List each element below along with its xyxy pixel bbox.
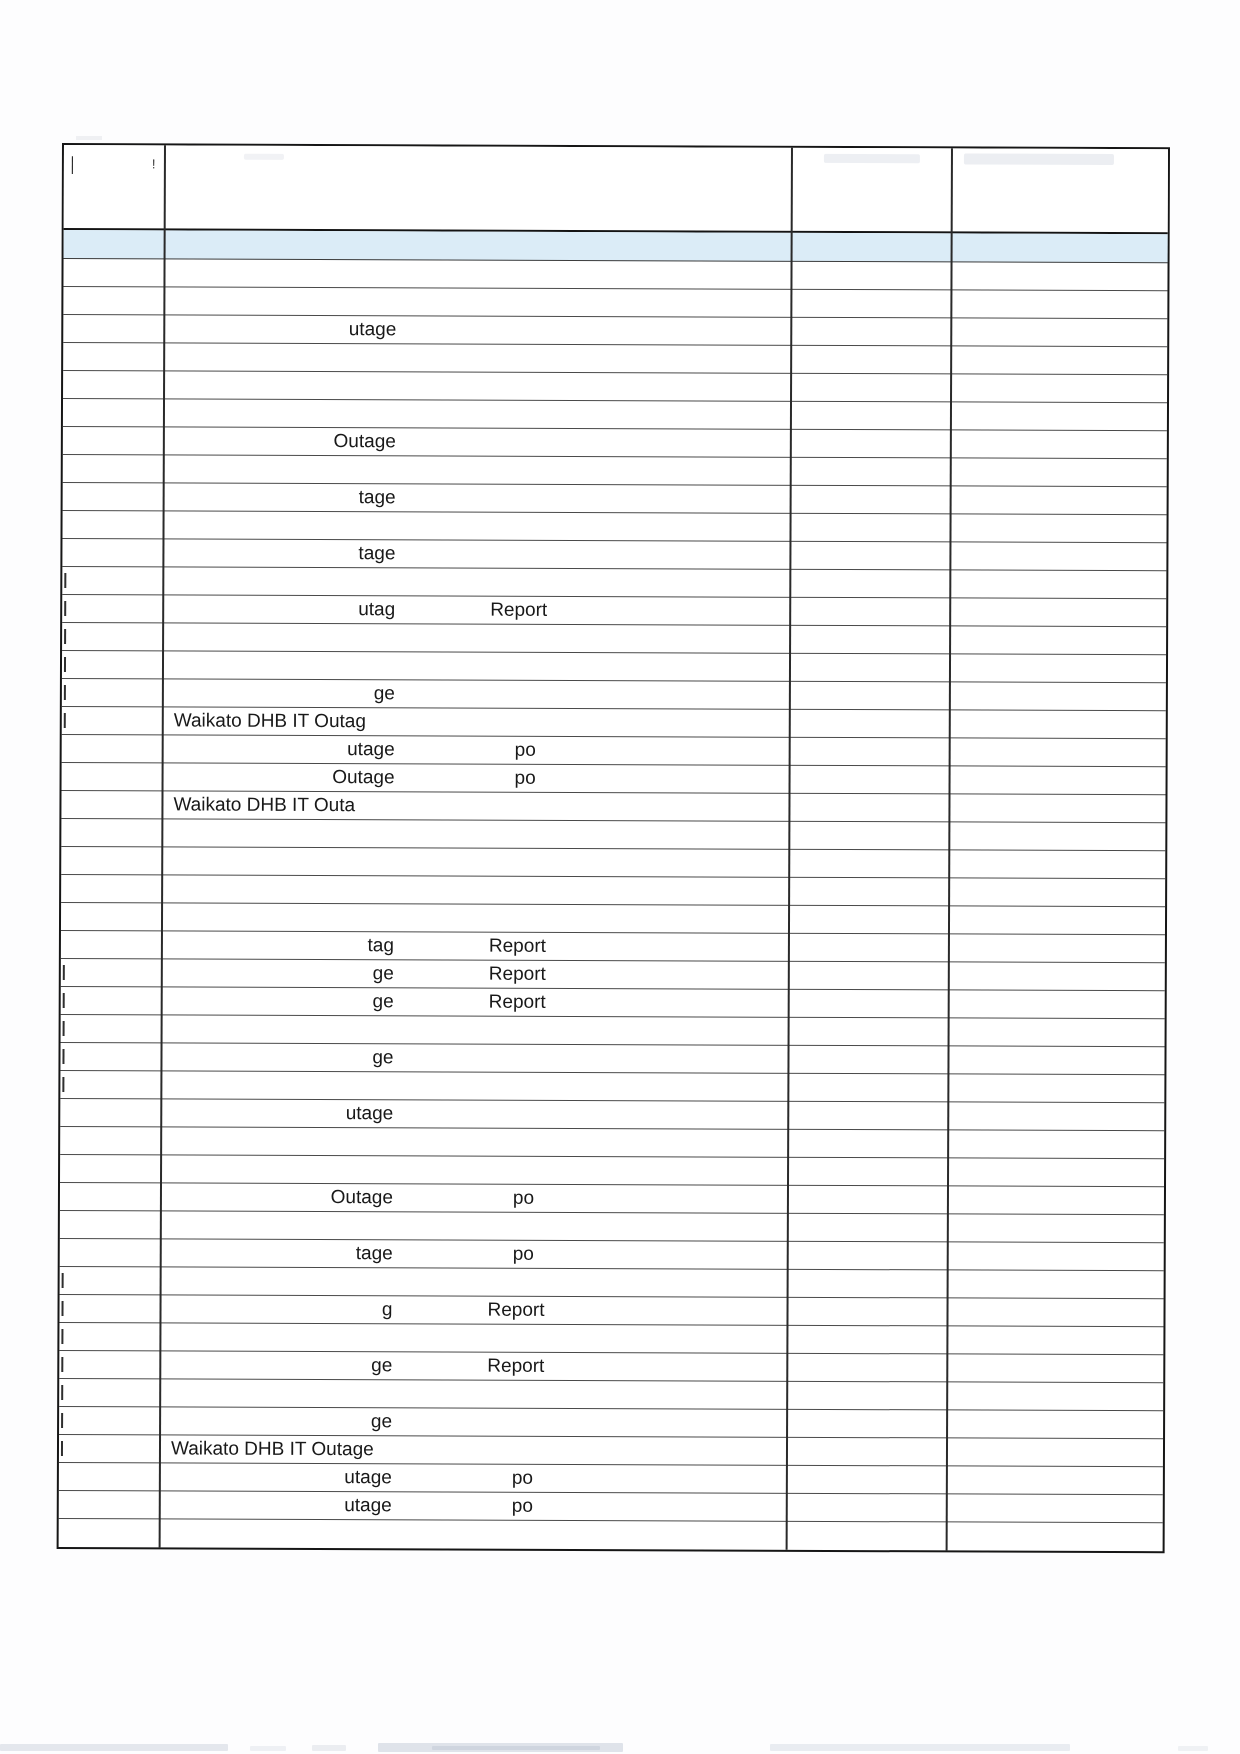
cell-col-a — [62, 511, 163, 538]
cell-col-c — [788, 1130, 948, 1158]
cell-col-c — [787, 1466, 947, 1494]
cell-col-d — [948, 1214, 1164, 1242]
cell-text-fragment: tage — [358, 487, 396, 509]
cell-col-b — [162, 903, 789, 932]
scan-artifact-left-tick — [61, 1385, 63, 1400]
cell-col-c — [787, 1410, 947, 1438]
cell-col-b — [164, 287, 791, 316]
scan-artifact-bottom-strip — [250, 1746, 286, 1751]
scan-artifact-bottom-strip — [312, 1745, 346, 1751]
cell-col-c — [788, 1186, 948, 1214]
cell-col-d — [950, 682, 1166, 710]
table-row — [60, 1099, 1164, 1131]
cell-text-fragment: ge — [370, 1411, 393, 1433]
cell-col-c — [790, 514, 950, 542]
cell-col-d — [951, 374, 1167, 402]
cell-text-fragment: Report — [488, 991, 546, 1013]
cell-col-b — [164, 399, 791, 428]
cell-col-b — [161, 1267, 788, 1296]
cell-col-b — [163, 511, 790, 540]
cell-col-a — [61, 1015, 162, 1042]
cell-col-b — [160, 1351, 787, 1380]
cell-col-b — [160, 1323, 787, 1352]
scan-artifact-smudge — [964, 153, 1114, 165]
cell-col-c — [787, 1522, 947, 1551]
cell-col-a — [63, 371, 164, 398]
cell-col-a — [60, 1071, 161, 1098]
table-row — [62, 707, 1166, 739]
cell-col-c — [790, 598, 950, 626]
cell-col-a — [59, 1379, 160, 1406]
cell-col-d — [951, 346, 1167, 374]
cell-col-c — [791, 374, 951, 402]
scan-artifact-speck — [76, 136, 102, 140]
cell-text-fragment: ge — [373, 683, 395, 705]
cell-col-d — [951, 430, 1167, 458]
cell-col-d — [949, 822, 1165, 850]
cell-col-c — [788, 1242, 948, 1270]
cell-col-a — [62, 763, 163, 790]
cell-col-c — [787, 1382, 947, 1410]
cell-col-a — [63, 287, 164, 314]
cell-col-c — [790, 682, 950, 710]
cell-col-d — [951, 486, 1167, 514]
table-row — [62, 567, 1166, 599]
cell-col-c — [790, 766, 950, 794]
scan-artifact-left-tick — [64, 629, 66, 644]
cell-text-fragment: ge — [372, 963, 394, 985]
cell-text-fragment: Report — [487, 1299, 545, 1321]
cell-col-a — [62, 567, 163, 594]
table-row — [60, 1071, 1164, 1103]
cell-col-b — [160, 1463, 787, 1492]
cell-col-a — [62, 707, 163, 734]
cell-text-fragment: g — [381, 1299, 393, 1321]
cell-col-c — [787, 1438, 947, 1466]
scan-artifact-left-tick — [64, 657, 66, 672]
cell-col-b — [164, 455, 791, 484]
cell-col-d — [950, 514, 1166, 542]
highlighted-row — [64, 230, 1168, 263]
cell-col-d — [947, 1494, 1163, 1522]
cell-col-b — [164, 371, 791, 400]
scan-artifact-left-tick — [63, 1021, 65, 1036]
cell-col-a — [63, 483, 164, 510]
cell-text-fragment: ge — [372, 1047, 394, 1069]
cell-col-a — [62, 679, 163, 706]
cell-text-fragment: po — [514, 767, 536, 789]
cell-col-b — [163, 735, 790, 764]
cell-col-b — [162, 847, 789, 876]
cell-col-d — [949, 878, 1165, 906]
cell-col-d — [950, 598, 1166, 626]
cell-col-c — [789, 990, 949, 1018]
cell-col-a — [60, 1099, 161, 1126]
cell-col-a — [59, 1519, 160, 1547]
scan-artifact-left-tick — [61, 1413, 63, 1428]
cell-col-a — [60, 1155, 161, 1182]
cell-col-d — [948, 1186, 1164, 1214]
cell-col-a — [59, 1463, 160, 1490]
table-row — [62, 735, 1166, 767]
cell-col-d — [949, 794, 1165, 822]
cell-col-a — [63, 315, 164, 342]
cell-col-a — [63, 259, 164, 286]
cell-col-c — [788, 1046, 948, 1074]
cell-col-b — [161, 1183, 788, 1212]
table-row — [60, 1155, 1164, 1187]
cell-col-d — [950, 654, 1166, 682]
cell-col-d — [948, 1074, 1164, 1102]
cell-col-c — [790, 710, 950, 738]
cell-col-d — [951, 290, 1167, 318]
table-row — [61, 875, 1165, 907]
cell-col-c — [791, 318, 951, 346]
table-row — [60, 1267, 1164, 1299]
cell-text-fragment: utage — [344, 1495, 392, 1517]
cell-col-a — [62, 623, 163, 650]
cell-col-d — [951, 318, 1167, 346]
cell-col-d — [947, 1354, 1163, 1382]
cell-col-c — [789, 850, 949, 878]
cell-col-c — [791, 486, 951, 514]
scan-artifact-left-tick — [63, 993, 65, 1008]
cell-col-d — [951, 402, 1167, 430]
cell-col-c — [790, 738, 950, 766]
cell-col-b — [163, 651, 790, 680]
table-row — [63, 455, 1167, 487]
cell-col-b — [163, 679, 790, 708]
cell-col-a — [60, 1183, 161, 1210]
cell-text-fragment: ge — [372, 991, 394, 1013]
cell-text-fragment: utage — [345, 1103, 394, 1125]
table-row — [63, 287, 1167, 319]
cell-col-a — [60, 1239, 161, 1266]
cell-col-b — [163, 595, 790, 624]
cell-col-c — [788, 1102, 948, 1130]
cell-col-d — [949, 1018, 1165, 1046]
cell-col-d — [949, 850, 1165, 878]
cell-col-c — [789, 822, 949, 850]
scan-artifact-left-tick — [62, 1077, 64, 1092]
table-rows — [59, 259, 1168, 1551]
cell-col-d — [949, 990, 1165, 1018]
cell-text-fragment: Outage — [330, 1187, 393, 1209]
scan-artifact-left-tick — [62, 1273, 64, 1288]
cell-col-c — [791, 458, 951, 486]
cell-col-c — [789, 934, 949, 962]
table-row — [61, 987, 1165, 1019]
cell-col-c — [789, 962, 949, 990]
cell-col-a — [61, 931, 162, 958]
cell-col-c — [791, 430, 951, 458]
cell-col-a — [60, 1267, 161, 1294]
cell-col-b — [161, 1127, 788, 1156]
cell-col-a — [62, 735, 163, 762]
cell-col-b — [163, 763, 790, 792]
cell-text-fragment: po — [511, 1495, 533, 1517]
cell-text-fragment: po — [511, 1467, 534, 1489]
table-row — [61, 819, 1165, 851]
scan-artifact-smudge — [244, 154, 284, 160]
cell-col-d — [948, 1130, 1164, 1158]
cell-col-d — [950, 570, 1166, 598]
cell-col-c — [791, 402, 951, 430]
cell-col-b — [161, 1071, 788, 1100]
cell-text-fragment: Outage — [332, 767, 395, 789]
table-row — [59, 1351, 1163, 1383]
cell-col-c — [791, 346, 951, 374]
cell-col-c — [787, 1326, 947, 1354]
cell-col-b — [164, 315, 791, 344]
cell-text-fragment: Report — [490, 599, 548, 621]
cell-col-b — [160, 1519, 787, 1549]
cell-col-a — [59, 1491, 160, 1518]
cell-col-d — [950, 738, 1166, 766]
cell-col-d — [949, 906, 1165, 934]
cell-text-fragment: po — [512, 1243, 534, 1265]
scan-artifact-bottom-strip — [770, 1744, 1070, 1751]
cell-col-c — [790, 626, 950, 654]
cell-col-d — [951, 262, 1167, 290]
table-row — [63, 483, 1167, 515]
scan-artifact-left-tick — [64, 713, 66, 728]
cell-text-fragment: po — [514, 739, 536, 761]
cell-col-a — [60, 1127, 161, 1154]
cell-col-d — [950, 626, 1166, 654]
scan-artifact-left-tick — [61, 1301, 63, 1316]
cell-col-b — [160, 1435, 787, 1464]
cell-text-fragment: tage — [358, 543, 396, 565]
cell-col-b — [164, 427, 791, 456]
table-row — [60, 1127, 1164, 1159]
table-row — [61, 791, 1165, 823]
cell-col-b — [161, 1099, 788, 1128]
cell-col-a — [61, 903, 162, 930]
cell-col-c — [788, 1158, 948, 1186]
scan-artifact-left-tick — [63, 965, 65, 980]
cell-col-a — [61, 819, 162, 846]
cell-col-c — [787, 1494, 947, 1522]
table-row — [60, 1211, 1164, 1243]
table-row — [60, 1183, 1164, 1215]
cell-col-d — [947, 1298, 1163, 1326]
table-row — [62, 595, 1166, 627]
cell-col-d — [947, 1326, 1163, 1354]
cell-col-d — [947, 1438, 1163, 1466]
cell-col-a — [61, 987, 162, 1014]
cell-text-full: Waikato DHB IT Outag — [173, 710, 367, 733]
cell-col-d — [948, 1242, 1164, 1270]
cell-col-c — [788, 1074, 948, 1102]
cell-col-b — [163, 707, 790, 736]
table-row — [59, 1407, 1163, 1439]
cell-col-b — [162, 1015, 789, 1044]
cell-col-c — [791, 262, 951, 290]
cell-col-b — [161, 1043, 788, 1072]
cell-col-a — [63, 343, 164, 370]
cell-col-c — [787, 1298, 947, 1326]
table-row — [61, 959, 1165, 991]
scan-artifact-header-left-mark: | — [70, 154, 75, 176]
cell-col-d — [950, 766, 1166, 794]
table-row — [59, 1491, 1163, 1523]
cell-text-full: Waikato DHB IT Outa — [173, 794, 356, 817]
cell-col-a — [63, 455, 164, 482]
cell-col-c — [790, 542, 950, 570]
cell-col-a — [59, 1407, 160, 1434]
cell-col-b — [162, 931, 789, 960]
cell-col-b — [160, 1379, 787, 1408]
cell-col-b — [163, 623, 790, 652]
cell-text-fragment: utage — [347, 739, 395, 761]
cell-col-d — [949, 962, 1165, 990]
cell-col-d — [947, 1382, 1163, 1410]
cell-col-a — [59, 1323, 160, 1350]
cell-col-a — [59, 1351, 160, 1378]
cell-col-a — [61, 959, 162, 986]
scan-artifact-smudge — [824, 154, 920, 163]
scan-artifact-left-tick — [64, 573, 66, 588]
cell-col-b — [164, 343, 791, 372]
cell-col-b — [161, 1211, 788, 1240]
scan-artifact-left-tick — [61, 1441, 63, 1456]
scan-artifact-bottom-strip — [1178, 1746, 1208, 1751]
scan-artifact-left-tick — [61, 1329, 63, 1344]
cell-text-fragment: po — [512, 1187, 535, 1209]
scan-artifact-left-tick — [61, 1357, 63, 1372]
cell-col-a — [61, 791, 162, 818]
cell-text-fragment: utage — [344, 1467, 392, 1489]
table-row — [62, 679, 1166, 711]
cell-text-fragment: Report — [488, 935, 546, 957]
table-row — [62, 539, 1166, 571]
cell-col-b — [162, 875, 789, 904]
table-row — [60, 1043, 1164, 1075]
cell-col-c — [789, 906, 949, 934]
cell-col-d — [947, 1410, 1163, 1438]
cell-col-b — [164, 259, 791, 288]
table-row — [59, 1435, 1163, 1467]
cell-col-a — [63, 399, 164, 426]
cell-text-fragment: ge — [371, 1355, 393, 1377]
cell-col-d — [948, 1270, 1164, 1298]
table-row — [61, 1015, 1165, 1047]
cell-text-fragment: tag — [367, 935, 394, 957]
cell-col-b — [162, 959, 789, 988]
outage-table — [57, 143, 1170, 1553]
table-row — [61, 931, 1165, 963]
cell-col-c — [788, 1270, 948, 1298]
table-row — [63, 371, 1167, 403]
cell-col-b — [163, 567, 790, 596]
cell-col-b — [162, 791, 789, 820]
table-row — [60, 1239, 1164, 1271]
cell-text-fragment: Report — [488, 963, 546, 985]
table-row — [63, 399, 1167, 431]
cell-col-b — [160, 1491, 787, 1520]
table-row — [59, 1379, 1163, 1411]
scan-artifact-bottom-strip — [432, 1746, 600, 1750]
cell-col-c — [791, 290, 951, 318]
cell-col-d — [950, 542, 1166, 570]
table-row — [62, 763, 1166, 795]
cell-text-fragment: utage — [348, 319, 397, 341]
cell-col-d — [950, 710, 1166, 738]
cell-col-a — [62, 595, 163, 622]
cell-col-a — [62, 651, 163, 678]
cell-text-fragment: Outage — [333, 431, 396, 453]
scan-artifact-left-tick — [64, 601, 66, 616]
table-row — [63, 315, 1167, 347]
cell-col-c — [788, 1214, 948, 1242]
cell-col-b — [161, 1239, 788, 1268]
cell-col-b — [161, 1155, 788, 1184]
cell-col-a — [63, 427, 164, 454]
table-row — [63, 259, 1167, 291]
scan-artifact-bottom-strip — [0, 1744, 228, 1751]
table-row — [59, 1463, 1163, 1495]
cell-col-a — [60, 1211, 161, 1238]
cell-col-b — [162, 987, 789, 1016]
table-row — [59, 1323, 1163, 1355]
cell-col-d — [947, 1522, 1163, 1551]
cell-col-d — [951, 458, 1167, 486]
cell-col-c — [787, 1354, 947, 1382]
cell-col-a — [61, 847, 162, 874]
cell-col-a — [59, 1295, 160, 1322]
table-row — [62, 511, 1166, 543]
scan-artifact-left-tick — [62, 1049, 64, 1064]
cell-col-d — [947, 1466, 1163, 1494]
cell-col-d — [948, 1158, 1164, 1186]
cell-col-d — [949, 934, 1165, 962]
scan-artifact-header-divider-mark: ! — [151, 156, 156, 172]
table-row — [61, 847, 1165, 879]
table-row — [63, 343, 1167, 375]
cell-text-full: Waikato DHB IT Outage — [170, 1438, 374, 1461]
cell-col-b — [160, 1407, 787, 1436]
cell-col-a — [60, 1043, 161, 1070]
table-row — [61, 903, 1165, 935]
cell-col-c — [790, 570, 950, 598]
cell-col-d — [948, 1046, 1164, 1074]
cell-col-b — [164, 483, 791, 512]
cell-col-c — [789, 794, 949, 822]
table-header-row — [64, 145, 1168, 234]
table-row — [62, 651, 1166, 683]
cell-col-a — [59, 1435, 160, 1462]
scan-artifact-left-tick — [64, 685, 66, 700]
table-row — [59, 1519, 1163, 1551]
cell-col-c — [789, 878, 949, 906]
cell-text-fragment: tage — [355, 1243, 393, 1265]
cell-text-fragment: utag — [358, 599, 396, 621]
cell-col-c — [790, 654, 950, 682]
table-row — [63, 427, 1167, 459]
table-row — [62, 623, 1166, 655]
cell-col-b — [160, 1295, 787, 1324]
cell-text-fragment: Report — [487, 1355, 545, 1377]
table-row — [59, 1295, 1163, 1327]
cell-col-b — [162, 819, 789, 848]
cell-col-a — [61, 875, 162, 902]
cell-col-d — [948, 1102, 1164, 1130]
cell-col-a — [62, 539, 163, 566]
cell-col-b — [163, 539, 790, 568]
cell-col-c — [789, 1018, 949, 1046]
